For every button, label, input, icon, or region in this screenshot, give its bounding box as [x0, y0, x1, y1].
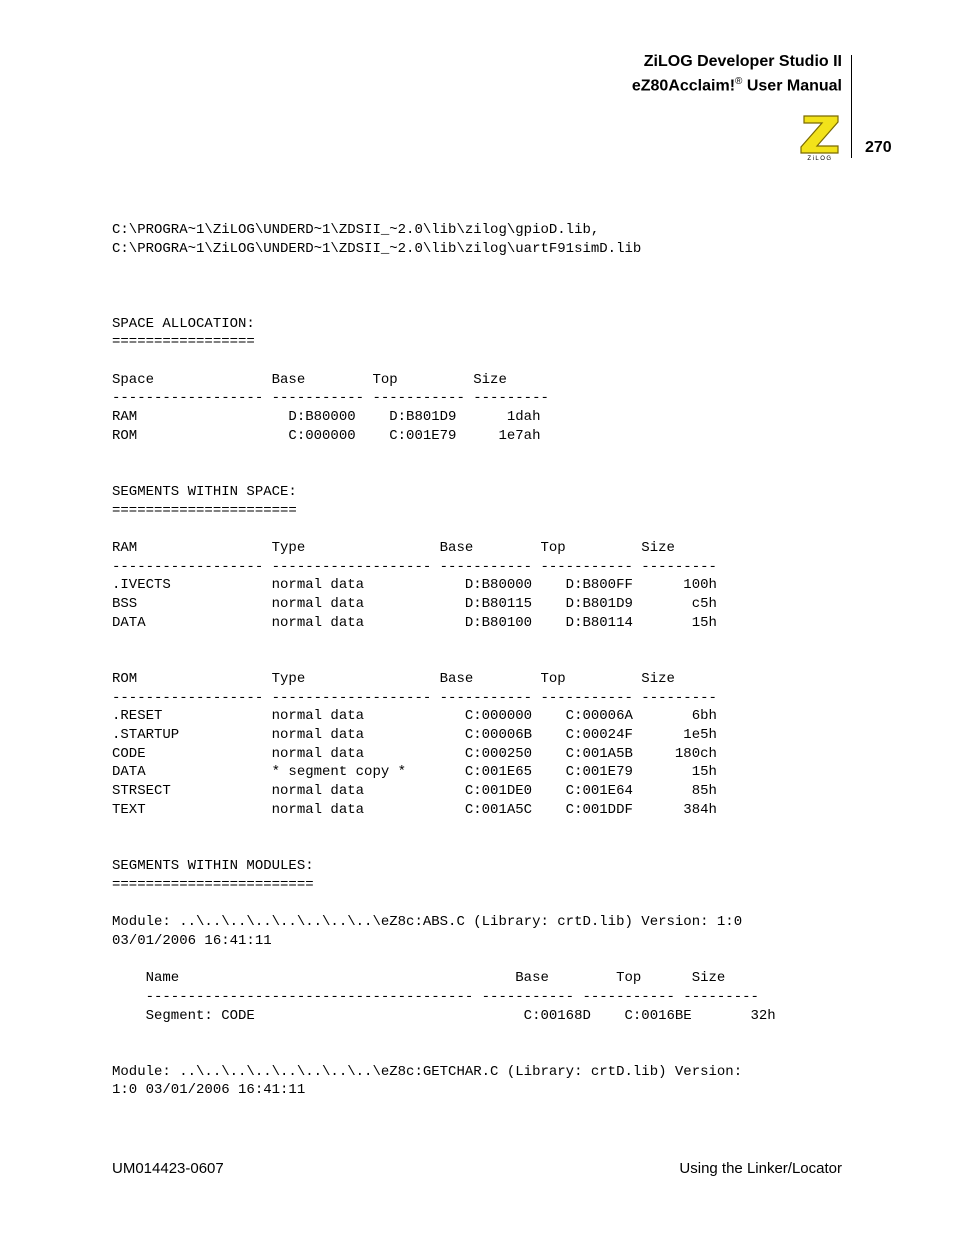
footer-section: Using the Linker/Locator — [679, 1160, 842, 1177]
listing-line: Name Base Top Size — [112, 970, 726, 987]
document-title — [442, 52, 842, 95]
listing-line: SEGMENTS WITHIN SPACE: — [112, 483, 297, 500]
linker-map-listing — [112, 221, 776, 1100]
listing-line: BSS normal data D:B80115 D:B801D9 c5h — [112, 596, 717, 613]
listing-line: Module: ..\..\..\..\..\..\..\..\eZ8c:GETCHAR.C (Library: crtD.lib) Version: — [112, 1063, 743, 1080]
listing-line: 1:0 03/01/2006 16:41:11 — [112, 1082, 306, 1099]
listing-line: SPACE ALLOCATION: — [112, 315, 255, 332]
listing-line: DATA * segment copy * C:001E65 C:001E79 15h — [112, 764, 717, 781]
footer-doc-id: UM014423-0607 — [112, 1160, 224, 1177]
title-line-2: eZ80Acclaim!® User Manual — [631, 76, 842, 95]
page-number: 270 — [865, 139, 892, 156]
logo-text: ZiLOG — [807, 156, 833, 161]
title-line-1: ZiLOG Developer Studio II — [643, 53, 842, 70]
listing-line: ================= — [112, 334, 255, 351]
listing-line: DATA normal data D:B80100 D:B80114 15h — [112, 614, 717, 631]
header-divider — [851, 55, 852, 158]
listing-line: RAM Type Base Top Size — [112, 539, 675, 556]
listing-line: CODE normal data C:000250 C:001A5B 180ch — [112, 745, 717, 762]
listing-line: ------------------ ----------- ----------- --------- — [112, 390, 549, 407]
listing-line: C:\PROGRA~1\ZiLOG\UNDERD~1\ZDSII_~2.0\lib\zilog\gpioD.lib, — [112, 222, 600, 238]
listing-line: Segment: CODE C:00168D C:0016BE 32h — [112, 1007, 776, 1024]
listing-line: Space Base Top Size — [112, 371, 507, 388]
listing-line: .RESET normal data C:000000 C:00006A 6bh — [112, 708, 717, 725]
listing-line: ====================== — [112, 502, 297, 519]
listing-line: TEXT normal data C:001A5C C:001DDF 384h — [112, 801, 717, 818]
zilog-logo-icon — [797, 113, 843, 161]
listing-line: SEGMENTS WITHIN MODULES: — [112, 857, 314, 874]
listing-line: STRSECT normal data C:001DE0 C:001E64 85h — [112, 783, 717, 800]
listing-line: .STARTUP normal data C:00006B C:00024F 1e5h — [112, 726, 717, 743]
registered-mark: ® — [735, 76, 743, 87]
listing-line: 03/01/2006 16:41:11 — [112, 932, 272, 949]
listing-line: ------------------ ------------------- ----------- ----------- --------- — [112, 689, 717, 706]
listing-line: ROM Type Base Top Size — [112, 670, 675, 687]
listing-line: Module: ..\..\..\..\..\..\..\..\eZ8c:ABS.C (Library: crtD.lib) Version: 1:0 — [112, 914, 743, 931]
listing-line: RAM D:B80000 D:B801D9 1dah — [112, 409, 541, 426]
listing-line: .IVECTS normal data D:B80000 D:B800FF 100h — [112, 577, 717, 594]
listing-line: C:\PROGRA~1\ZiLOG\UNDERD~1\ZDSII_~2.0\lib\zilog\uartF91simD.lib — [112, 240, 642, 257]
listing-line: ======================== — [112, 876, 314, 893]
listing-line: --------------------------------------- ----------- ----------- --------- — [112, 988, 759, 1005]
listing-line: ------------------ ------------------- ----------- ----------- --------- — [112, 558, 717, 575]
listing-line: ROM C:000000 C:001E79 1e7ah — [112, 427, 541, 444]
